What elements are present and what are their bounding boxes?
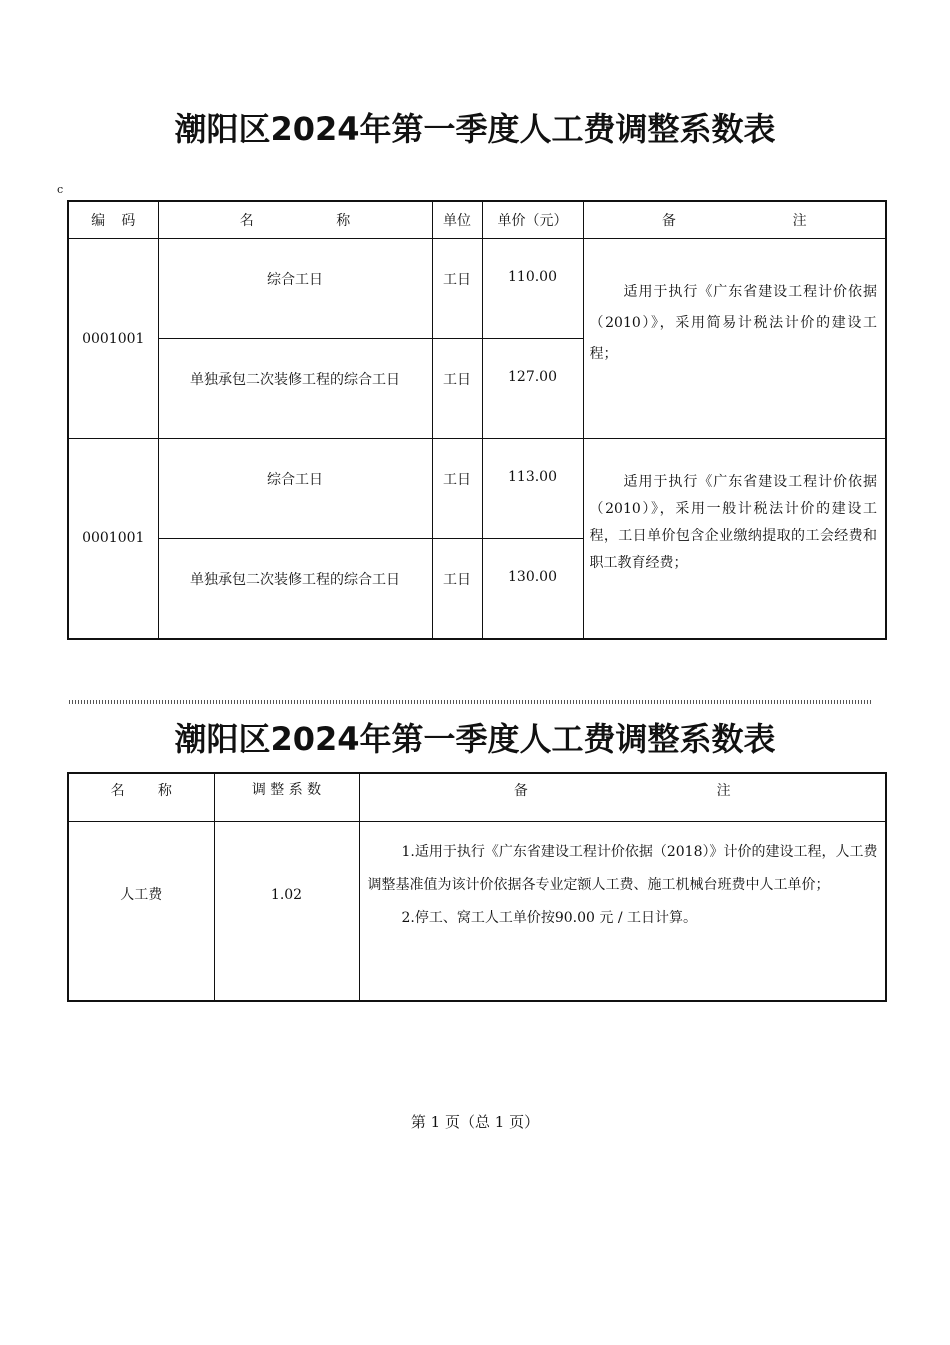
item-unit: 工日 <box>432 539 482 639</box>
item-name: 单独承包二次装修工程的综合工日 <box>158 339 432 439</box>
table-row <box>68 439 886 539</box>
table-header-row <box>68 773 886 821</box>
item-name: 人工费 <box>68 821 214 1001</box>
item-unit: 工日 <box>432 339 482 439</box>
item-name: 综合工日 <box>158 239 432 339</box>
corner-mark: c <box>57 183 64 196</box>
item-unit: 工日 <box>432 439 482 539</box>
header-coefficient: 调 整 系 数 <box>214 773 359 821</box>
item-name: 单独承包二次装修工程的综合工日 <box>158 539 432 639</box>
item-code: 0001001 <box>68 439 158 639</box>
item-note: 适用于执行《广东省建设工程计价依据（2010）》，采用简易计税法计价的建设工程； <box>583 239 886 439</box>
item-unit: 工日 <box>432 239 482 339</box>
item-coefficient: 1.02 <box>214 821 359 1001</box>
header-note: 备 注 <box>583 201 886 239</box>
table-row <box>68 239 886 339</box>
header-unit: 单位 <box>432 201 482 239</box>
item-name: 综合工日 <box>158 439 432 539</box>
item-price: 113.00 <box>482 439 583 539</box>
item-price: 127.00 <box>482 339 583 439</box>
item-price: 110.00 <box>482 239 583 339</box>
section-title: 潮阳区2024年第一季度人工费调整系数表 <box>174 720 776 758</box>
table-row <box>68 821 886 1001</box>
header-name: 名 称 <box>68 773 214 821</box>
item-note: 1.适用于执行《广东省建设工程计价依据（2018）》计价的建设工程，人工费调整基准值为该计价依据各专业定额人工费、施工机械台班费中人工单价； 2.停工、窝工人工单价按90.00 元 / 工日计算。 <box>359 821 886 1001</box>
page-title: 潮阳区2024年第一季度人工费调整系数表 <box>174 110 776 148</box>
item-code: 0001001 <box>68 239 158 439</box>
header-name: 名 称 <box>158 201 432 239</box>
header-price: 单价（元） <box>482 201 583 239</box>
header-code: 编 码 <box>68 201 158 239</box>
adjustment-coefficient-table <box>67 772 887 1002</box>
section-separator <box>69 700 873 704</box>
item-price: 130.00 <box>482 539 583 639</box>
header-note: 备 注 <box>359 773 886 821</box>
labor-price-table <box>67 200 887 640</box>
table-header-row <box>68 201 886 239</box>
page-footer: 第 1 页（总 1 页） <box>410 1113 540 1131</box>
item-note: 适用于执行《广东省建设工程计价依据（2010）》，采用一般计税法计价的建设工程，工日单价包含企业缴纳提取的工会经费和职工教育经费； <box>583 439 886 639</box>
